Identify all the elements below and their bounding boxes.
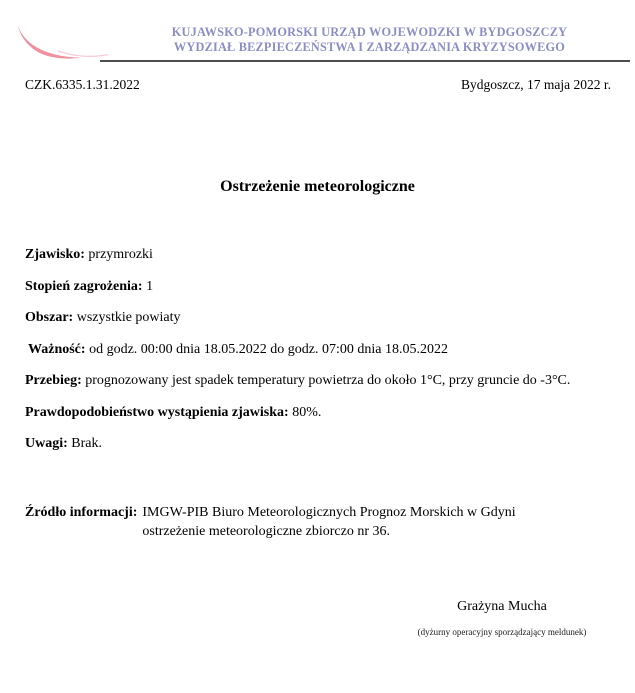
header-divider (100, 60, 630, 62)
field-label: Prawdopodobieństwo wystąpienia zjawiska: (25, 404, 289, 420)
field-row-prawdopodobienstwo (25, 403, 617, 422)
signature-block (372, 597, 632, 638)
field-row-przebieg (25, 371, 617, 390)
logo-swoosh-icon (12, 24, 110, 60)
field-value: 1 (146, 278, 154, 294)
signature-name: Grażyna Mucha (457, 599, 547, 614)
field-value (142, 503, 515, 541)
source-value-line1: IMGW-PIB Biuro Meteorologicznych Prognoz Morskich w Gdyni (142, 505, 516, 520)
field-row-uwagi (25, 434, 617, 453)
field-row-waznosc (25, 340, 617, 359)
source-value-line2: ostrzeżenie meteorologiczne zbiorczo nr 36. (142, 524, 390, 539)
field-label: Stopień zagrożenia: (25, 278, 143, 294)
org-name-line1: KUJAWSKO-POMORSKI URZĄD WOJEWODZKI W BYDGOSZCZY (171, 25, 568, 39)
field-row-stopien-zagrozenia (25, 277, 617, 296)
field-label: Uwagi: (25, 436, 68, 451)
page-title: Ostrzeżenie meteorologiczne (220, 178, 415, 195)
place-date: Bydgoszcz, 17 maja 2022 r. (461, 77, 611, 92)
field-label: Obszar: (25, 310, 74, 325)
fields-section (25, 245, 617, 466)
field-label: Źródło informacji: (25, 505, 138, 520)
field-label: Ważność: (28, 341, 86, 357)
field-label: Przebieg: (25, 373, 82, 388)
field-value: Brak. (71, 436, 102, 451)
field-label: Zjawisko: (25, 247, 85, 262)
org-name-line2: WYDZIAŁ BEZPIECZEŃSTWA I ZARZĄDZANIA KRYZYSOWEGO (173, 39, 566, 54)
field-row-zjawisko (25, 245, 617, 264)
reference-number: CZK.6335.1.31.2022 (25, 77, 140, 92)
field-value: od godz. 00:00 dnia 18.05.2022 do godz. 07:00 dnia 18.05.2022 (89, 341, 448, 357)
field-value: prognozowany jest spadek temperatury powietrza do około 1°C, przy gruncie do -3°C. (85, 373, 571, 388)
meta-row (25, 76, 611, 94)
org-header (108, 25, 631, 54)
field-value: przymrozki (88, 247, 153, 262)
field-row-obszar (25, 308, 617, 327)
field-row-zrodlo-informacji (25, 503, 617, 541)
field-value: 80%. (292, 404, 322, 420)
signature-role: (dyżurny operacyjny sporządzający meldunek) (417, 627, 587, 637)
field-value: wszystkie powiaty (76, 310, 181, 325)
